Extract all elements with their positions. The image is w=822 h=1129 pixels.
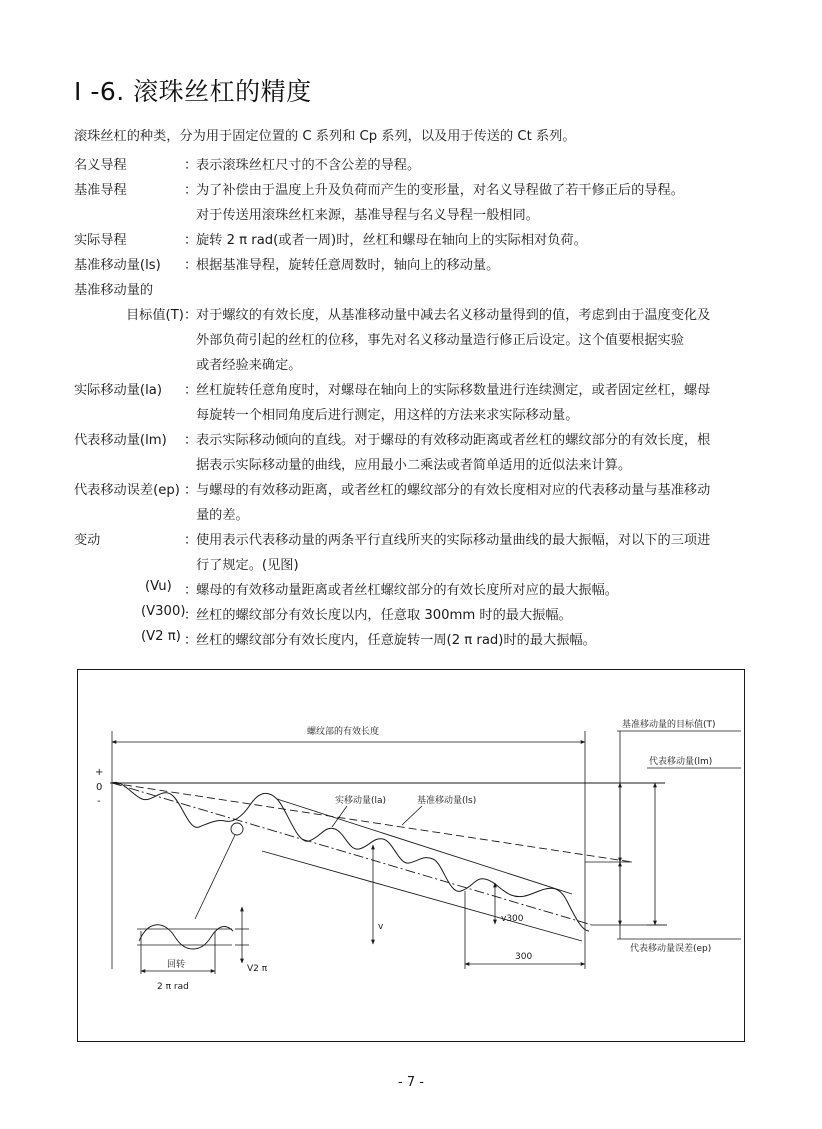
two-pi-rad-label: 2 π rad: [157, 982, 189, 992]
definition-line: 对于传送用滚珠丝杠来源，基准导程与名义导程一般相同。: [196, 208, 539, 223]
definition-line: 丝杠的螺纹部分有效长度以内，任意取 300mm 时的最大振幅。: [196, 608, 572, 623]
minus-sign: -: [97, 796, 101, 807]
lead-accuracy-diagram: [77, 669, 745, 1042]
definition-line: 使用表示代表移动量的两条平行直线所夹的实际移动量曲线的最大振幅，对以下的三项进: [196, 533, 711, 548]
representative-travel-label: 代表移动量(lm): [649, 757, 713, 767]
actual-travel-label: 实移动量(la): [335, 796, 387, 806]
lower-envelope-line: [262, 851, 582, 941]
effective-length-label: 螺纹部的有效长度: [307, 727, 380, 737]
v2pi-label: V2 π: [247, 964, 268, 974]
definition-line: 外部负荷引起的丝杠的位移，事先对名义移动量造行修正后设定。这个值要根据实验: [196, 333, 684, 348]
target-value-label: 基准移动量的目标值(T): [622, 720, 716, 730]
detail-leader-line: [195, 835, 235, 919]
definition-term: (V2 π): [141, 629, 181, 644]
definition-term: (Vu): [145, 579, 172, 594]
definition-colon: ：: [184, 533, 198, 548]
definition-line: 丝杠的螺纹部分有效长度内，任意旋转一周(2 π rad)时的最大振幅。: [196, 633, 596, 648]
actual-travel-leader: [332, 806, 347, 827]
definition-term: 名义导程: [74, 158, 127, 173]
definition-colon: ：: [184, 183, 198, 198]
ep-label: 代表移动量误差(ep): [630, 944, 712, 954]
definition-term: 代表移动量(lm): [74, 433, 167, 448]
definition-line: 行了规定。(见图): [196, 558, 299, 573]
definition-term: 代表移动误差(ep): [74, 483, 180, 498]
reference-travel-label: 基准移动量(ls): [417, 796, 477, 806]
definition-term: 变动: [74, 533, 101, 548]
definition-colon: ：: [184, 583, 198, 598]
v300-label: v300: [501, 914, 524, 924]
definition-line: 为了补偿由于温度上升及负荷而产生的变形量，对名义导程做了若干修正后的导程。: [196, 183, 684, 198]
section-title: Ⅰ -6. 滚珠丝杠的精度: [74, 77, 312, 106]
definition-line: 每旋转一个相同角度后进行测定，用这样的方法来求实际移动量。: [196, 408, 579, 423]
v-label: v: [378, 922, 384, 932]
definition-line: 或者经验来确定。: [196, 358, 302, 373]
definition-line: 量的差。: [196, 508, 249, 523]
definition-term: (V300): [141, 604, 186, 619]
definition-line: 对于螺纹的有效长度，从基准移动量中减去名义移动量得到的值，考虑到由于温度变化及: [196, 308, 711, 323]
definition-line: 螺母的有效移动量距离或者丝杠螺纹部分的有效长度所对应的最大振幅。: [196, 583, 618, 598]
definition-colon: ：: [184, 608, 198, 623]
detail-circle: [231, 823, 243, 835]
definition-line: 据表示实际移动量的曲线，应用最小二乘法或者简单适用的近似法来计算。: [196, 458, 632, 473]
definition-term: 基准移动量(ls): [74, 258, 161, 273]
definition-colon: ：: [184, 633, 198, 648]
reference-travel-leader: [402, 806, 422, 825]
definition-term: 基准移动量的: [74, 283, 154, 298]
dim-300-label: 300: [515, 952, 533, 962]
definition-line: 与螺母的有效移动距离，或者丝杠的螺纹部分的有效长度相对应的代表移动量与基准移动: [196, 483, 711, 498]
plus-sign: +: [95, 767, 104, 778]
intro-paragraph: 滚珠丝杠的种类，分为用于固定位置的 C 系列和 Cp 系列，以及用于传送的 Ct 系列。: [74, 129, 576, 144]
definition-term: 目标值(T): [126, 308, 184, 323]
definition-line: 旋转 2 π rad(或者一周)时，丝杠和螺母在轴向上的实际相对负荷。: [196, 233, 587, 248]
definition-line: 丝杠旋转任意角度时，对螺母在轴向上的实际移数量进行连续测定，或者固定丝杠，螺母: [196, 383, 711, 398]
definition-term: 基准导程: [74, 183, 127, 198]
page-number: - 7 -: [398, 1075, 424, 1090]
definition-line: 表示实际移动倾向的直线。对于螺母的有效移动距离或者丝杠的螺纹部分的有效长度，根: [196, 433, 711, 448]
rotation-label: 回转: [167, 960, 186, 970]
definition-line: 根据基准导程，旋转任意周数时，轴向上的移动量。: [196, 258, 500, 273]
definition-colon: ：: [184, 483, 198, 498]
definition-line: 表示滚珠丝杠尺寸的不含公差的导程。: [196, 158, 421, 173]
definition-colon: ：: [184, 233, 198, 248]
definition-colon: ：: [184, 258, 198, 273]
definition-term: 实际移动量(la): [74, 383, 162, 398]
definition-colon: ：: [184, 383, 198, 398]
definition-colon: ：: [184, 433, 198, 448]
definition-term: 实际导程: [74, 233, 127, 248]
definition-colon: ：: [184, 308, 198, 323]
zero-label: 0: [96, 782, 103, 793]
definition-colon: ：: [184, 158, 198, 173]
